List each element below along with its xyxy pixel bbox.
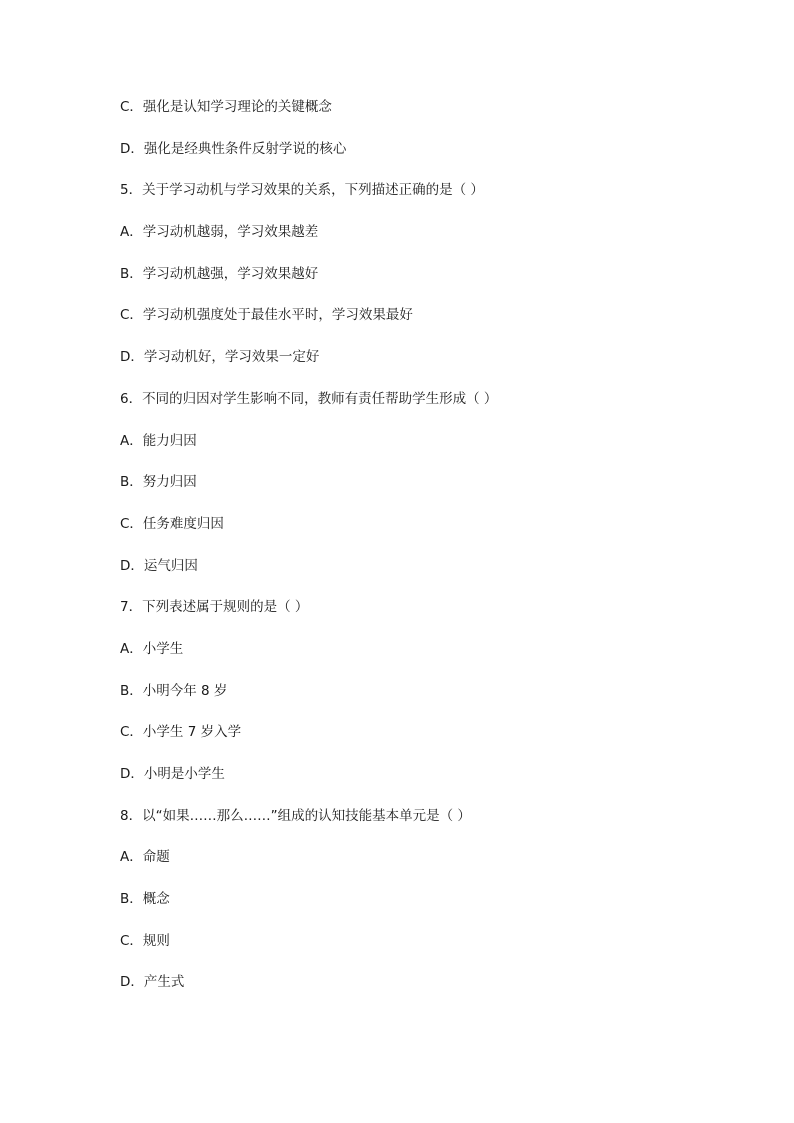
question-text: 8．以“如果……那么……”组成的认知技能基本单元是（ ） [120,807,471,824]
question-text: 6．不同的归因对学生影响不同，教师有责任帮助学生形成（ ） [120,390,498,407]
option-text: D．强化是经典性条件反射学说的核心 [120,140,347,157]
option-text: A．小学生 [120,640,184,657]
option-text: B．概念 [120,891,170,908]
option-text: B．小明今年 8 岁 [120,682,228,699]
option-text: A．学习动机越弱，学习效果越差 [120,224,319,241]
question-text: 7．下列表述属于规则的是（ ） [120,599,309,616]
option-text: D．运气归因 [120,557,198,574]
option-text: A．能力归因 [120,432,197,449]
option-text: C．小学生 7 岁入学 [120,724,242,741]
option-text: D．产生式 [120,974,185,991]
option-text: D．小明是小学生 [120,766,225,782]
question-text: 5．关于学习动机与学习效果的关系，下列描述正确的是（ ） [120,182,484,199]
option-text: B．努力归因 [120,474,197,491]
option-text: B．学习动机越强，学习效果越好 [120,265,319,282]
option-text: C．强化是认知学习理论的关键概念 [120,99,332,115]
option-text: D．学习动机好，学习效果一定好 [120,349,320,366]
option-text: A．命题 [120,849,170,866]
option-text: C．规则 [120,932,170,949]
option-text: C．学习动机强度处于最佳水平时，学习效果最好 [120,307,413,324]
question-list [120,96,720,1013]
option-text: C．任务难度归因 [120,515,224,532]
